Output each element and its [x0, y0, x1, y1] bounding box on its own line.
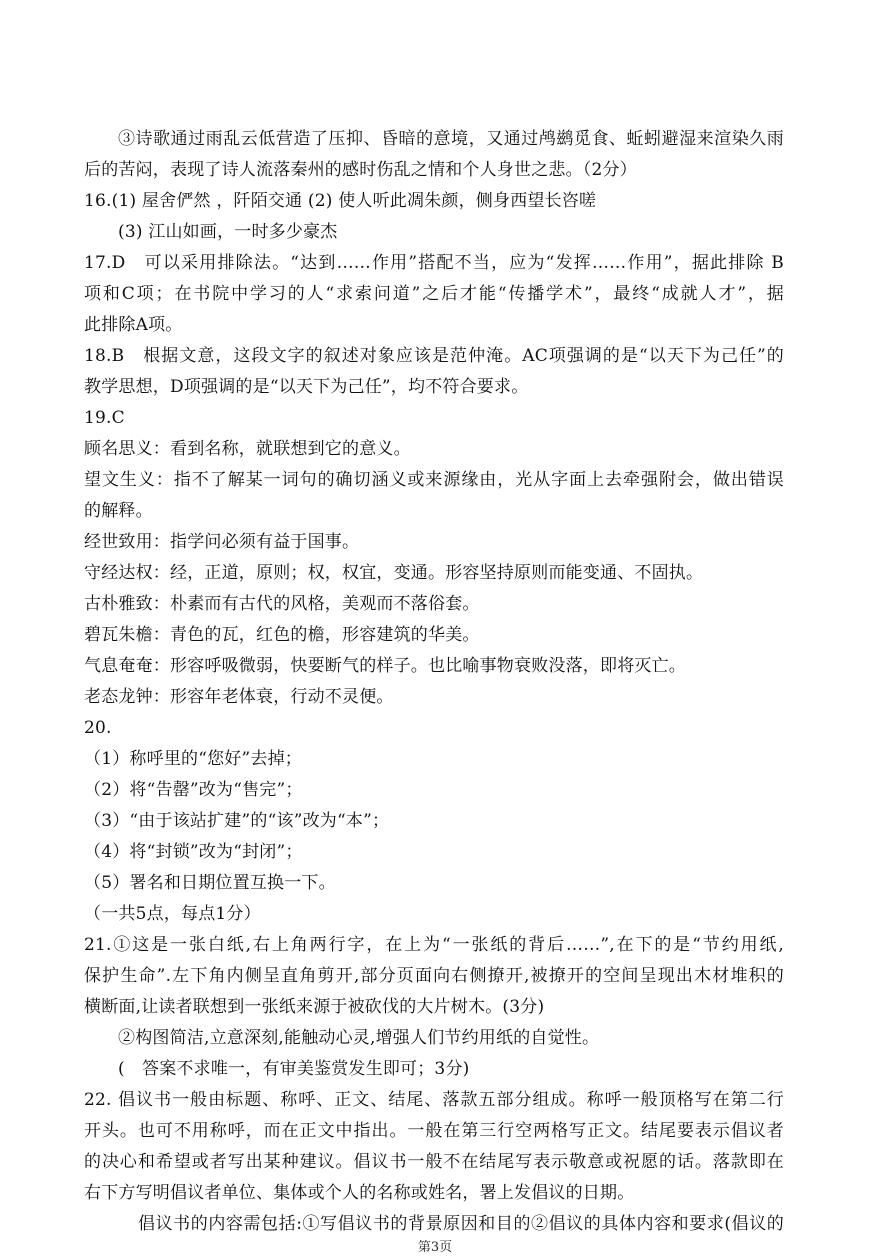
- text-line: 守经达权：经，正道，原则；权，权宜，变通。形容坚持原则而能变通、不固执。: [84, 563, 704, 583]
- text-line: 17.D 可以采用排除法。“达到……作用”搭配不当，应为“发挥……作用”，据此排除 B: [84, 253, 784, 273]
- text-line: 开头。也可不用称呼，而在正文中指出。一般在第三行空两格写正文。结尾要表示倡议者: [84, 1121, 784, 1141]
- text-line: 后的苦闷，表现了诗人流落秦州的感时伤乱之情和个人身世之悲。（2分）: [84, 160, 637, 180]
- text-line: 碧瓦朱檐：青色的瓦，红色的檐，形容建筑的华美。: [84, 625, 480, 645]
- text-line: (3) 江山如画，一时多少豪杰: [118, 222, 338, 242]
- text-line: 21.①这是一张白纸,右上角两行字，在上为“一张纸的背后……”,在下的是“节约用纸,: [84, 935, 784, 955]
- text-line: （3）“由于该站扩建”的“该”改为“本”；: [84, 811, 390, 831]
- text-line: 倡议书的内容需包括:①写倡议书的背景原因和目的②倡议的具体内容和要求(倡议的: [138, 1214, 784, 1234]
- text-line: 18.B 根据文意，这段文字的叙述对象应该是范仲淹。AC项强调的是“以天下为己任”的: [84, 346, 784, 366]
- text-line: 19.C: [84, 408, 125, 428]
- text-line: 22. 倡议书一般由标题、称呼、正文、结尾、落款五部分组成。称呼一般顶格写在第二行: [84, 1090, 784, 1110]
- text-line: （1）称呼里的“您好”去掉；: [84, 749, 302, 769]
- text-line: （4）将“封锁”改为“封闭”；: [84, 842, 303, 862]
- text-line: 横断面,让读者联想到一张纸来源于被砍伐的大片树木。(3分): [84, 997, 545, 1017]
- text-line: ( 答案不求唯一，有审美鉴赏发生即可；3分): [118, 1059, 470, 1079]
- text-line: 的解释。: [84, 501, 153, 521]
- text-line: 保护生命”.左下角内侧呈直角剪开,部分页面向右侧撩开,被撩开的空间呈现出木材堆积的: [84, 966, 784, 986]
- text-line: 古朴雅致：朴素而有古代的风格，美观而不落俗套。: [84, 594, 480, 614]
- text-line: 顾名思义：看到名称，就联想到它的意义。: [84, 439, 411, 459]
- text-line: 16.(1) 屋舍俨然 ，阡陌交通 (2) 使人听此凋朱颜，侧身西望长咨嗟: [84, 191, 597, 211]
- text-line: 经世致用：指学问必须有益于国事。: [84, 532, 360, 552]
- text-line: 右下方写明倡议者单位、集体或个人的名称或姓名，署上发倡议的日期。: [84, 1183, 635, 1203]
- text-line: 20.: [84, 718, 112, 738]
- text-line: 气息奄奄：形容呼吸微弱，快要断气的样子。也比喻事物衰败没落，即将灭亡。: [84, 656, 686, 676]
- text-line: 项和C项；在书院中学习的人“求索问道”之后才能“传播学术”，最终“成就人才”，据: [84, 284, 784, 304]
- text-line: ③诗歌通过雨乱云低营造了压抑、昏暗的意境，又通过鸬鹚觅食、蚯蚓避湿来渲染久雨: [118, 129, 784, 149]
- text-line: 老态龙钟：形容年老体衰，行动不灵便。: [84, 687, 394, 707]
- text-line: 此排除A项。: [84, 315, 183, 335]
- text-line: （5）署名和日期位置互换一下。: [84, 873, 336, 893]
- page-number: 第3页: [417, 1240, 453, 1255]
- text-line: ②构图简洁,立意深刻,能触动心灵,增强人们节约用纸的自觉性。: [118, 1028, 600, 1048]
- text-line: 望文生义：指不了解某一词句的确切涵义或来源缘由，光从字面上去牵强附会，做出错误: [84, 470, 784, 490]
- answer-text-body: [84, 124, 784, 1240]
- text-line: （2）将“告罄”改为“售完”；: [84, 780, 303, 800]
- text-line: 教学思想，D项强调的是“以天下为己任”，均不符合要求。: [84, 377, 529, 397]
- text-line: （一共5点，每点1分）: [84, 904, 261, 924]
- text-line: 的决心和希望或者写出某种建议。倡议书一般不在结尾写表示敬意或祝愿的话。落款即在: [84, 1152, 784, 1172]
